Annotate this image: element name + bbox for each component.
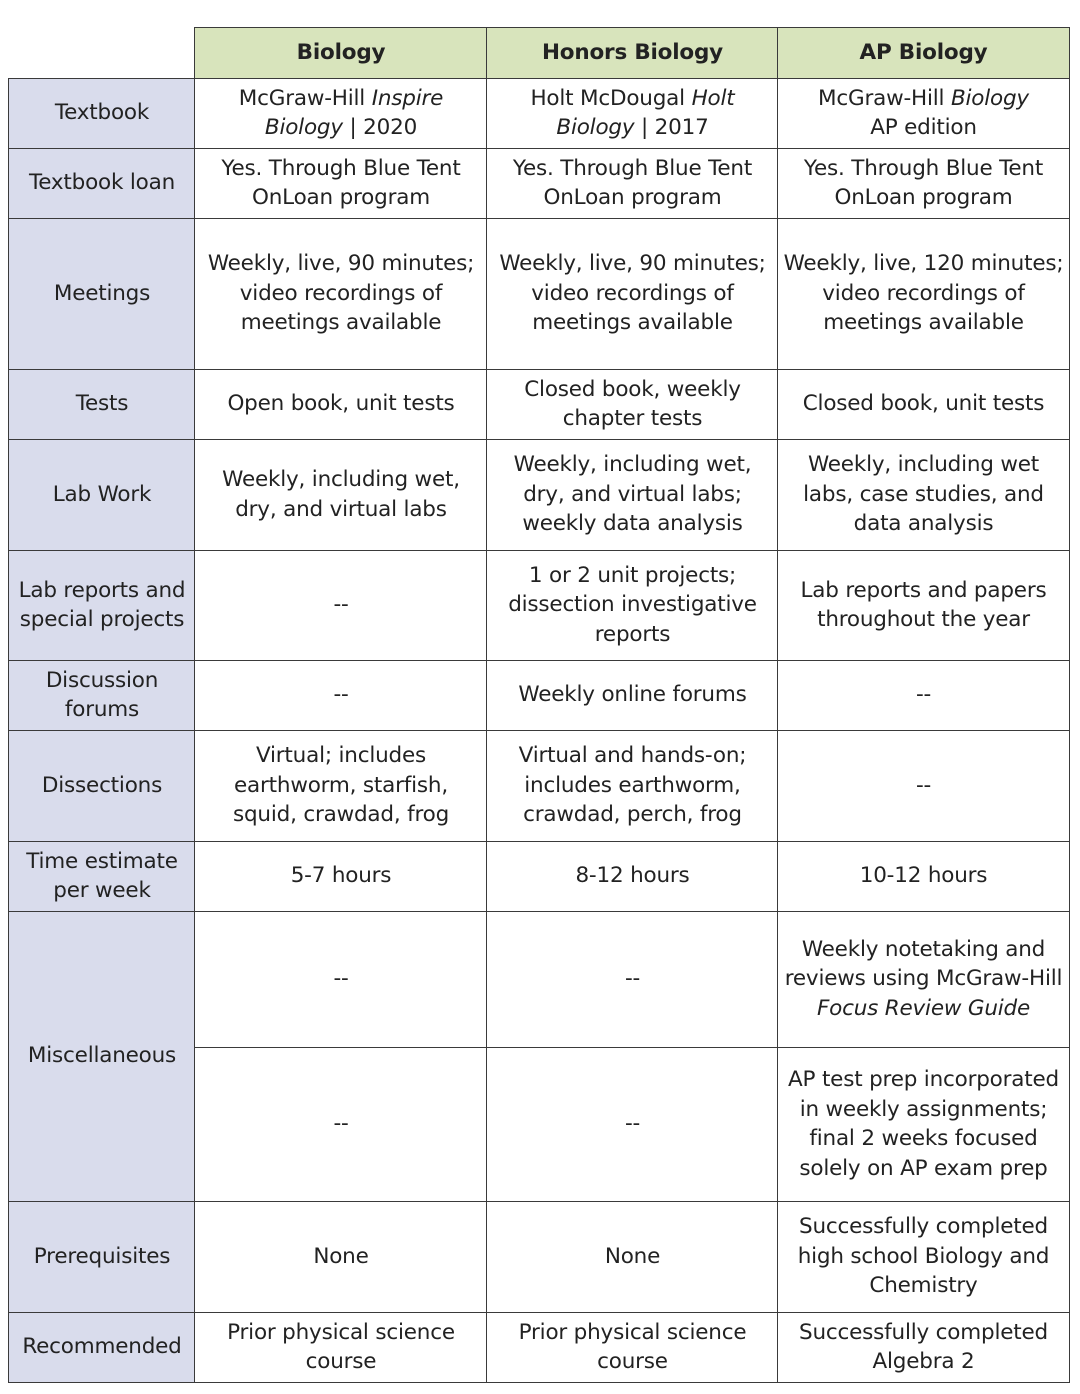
grid-line	[8, 550, 1070, 551]
grid-line	[8, 218, 1070, 219]
row-label-textbook-loan: Textbook loan	[9, 148, 195, 218]
row-label-miscellaneous: Miscellaneous	[9, 911, 195, 1201]
cell-misc2-honors: --	[624, 1111, 641, 1137]
grid-line	[8, 911, 1070, 912]
cell-textbook-honors: Holt McDougal Holt Biology | 2017	[530, 85, 735, 140]
cell-prereq-honors: None	[604, 1243, 661, 1269]
cell-tests-ap: Closed book, unit tests	[802, 391, 1045, 417]
cell-textbook-biology: McGraw-Hill Inspire Biology | 2020	[238, 85, 444, 140]
cell-loan-biology: Yes. Through Blue Tent OnLoan program	[221, 155, 461, 210]
cell-time-biology: 5-7 hours	[290, 863, 392, 889]
cell-recommended-honors: Prior physical science course	[518, 1319, 747, 1374]
grid-line	[195, 1047, 1070, 1048]
row-label-prerequisites: Prerequisites	[9, 1201, 195, 1312]
grid-line	[1069, 27, 1070, 1383]
cell-reports-biology: --	[333, 592, 349, 618]
cell-dissections-ap: --	[915, 772, 932, 798]
grid-line	[8, 369, 1070, 370]
grid-line	[8, 78, 1070, 79]
grid-line	[8, 730, 1070, 731]
grid-line	[194, 27, 195, 1383]
row-label-tests: Tests	[9, 369, 195, 439]
grid-line	[8, 1382, 1070, 1383]
header-ap-biology: AP Biology	[778, 28, 1069, 78]
cell-tests-honors: Closed book, weekly chapter tests	[524, 376, 741, 431]
row-label-discussion-forums: Discussion forums	[9, 660, 195, 730]
row-label-time-estimate: Time estimate per week	[9, 841, 195, 911]
cell-textbook-ap: McGraw-Hill Biology AP edition	[818, 85, 1029, 140]
cell-loan-ap: Yes. Through Blue Tent OnLoan program	[803, 155, 1044, 210]
row-label-lab-reports: Lab reports and special projects	[9, 550, 195, 660]
grid-line	[486, 27, 487, 1383]
cell-meetings-ap: Weekly, live, 120 minutes; video recordings of meetings available	[783, 251, 1064, 336]
cell-recommended-biology: Prior physical science course	[227, 1319, 455, 1374]
cell-lab-biology: Weekly, including wet, dry, and virtual labs	[222, 467, 460, 522]
row-label-textbook: Textbook	[9, 78, 195, 148]
cell-dissections-honors: Virtual and hands-on; includes earthworm, crawdad, perch, frog	[518, 743, 747, 828]
grid-line	[777, 27, 778, 1383]
cell-lab-honors: Weekly, including wet, dry, and virtual labs; weekly data analysis	[513, 452, 752, 537]
cell-meetings-biology: Weekly, live, 90 minutes; video recordings of meetings available	[207, 251, 475, 336]
grid-line	[8, 439, 1070, 440]
row-label-recommended: Recommended	[9, 1312, 195, 1382]
header-biology: Biology	[195, 28, 487, 78]
cell-misc1-biology: --	[333, 966, 349, 992]
cell-time-ap: 10-12 hours	[859, 863, 988, 889]
grid-line	[8, 78, 9, 1383]
row-label-lab-work: Lab Work	[9, 439, 195, 550]
cell-misc2-biology: --	[333, 1111, 349, 1137]
cell-tests-biology: Open book, unit tests	[227, 391, 455, 417]
cell-reports-ap: Lab reports and papers throughout the year	[800, 577, 1047, 632]
cell-time-honors: 8-12 hours	[575, 863, 690, 889]
cell-forums-ap: --	[915, 682, 932, 708]
grid-line	[195, 27, 1070, 28]
cell-forums-biology: --	[333, 682, 349, 708]
row-label-dissections: Dissections	[9, 730, 195, 841]
cell-reports-honors: 1 or 2 unit projects; dissection investigative reports	[508, 562, 757, 647]
cell-misc2-ap: AP test prep incorporated in weekly assignments; final 2 weeks focused solely on AP exam prep	[788, 1067, 1059, 1181]
cell-prereq-ap: Successfully completed high school Biology and Chemistry	[797, 1214, 1050, 1299]
cell-loan-honors: Yes. Through Blue Tent OnLoan program	[512, 155, 753, 210]
grid-line	[8, 148, 1070, 149]
row-label-meetings: Meetings	[9, 218, 195, 369]
grid-line	[8, 1312, 1070, 1313]
cell-misc1-ap: Weekly notetaking and reviews using McGraw-Hill Focus Review Guide	[784, 936, 1063, 1021]
cell-recommended-ap: Successfully completed Algebra 2	[799, 1319, 1048, 1374]
grid-line	[8, 841, 1070, 842]
cell-lab-ap: Weekly, including wet labs, case studies, and data analysis	[803, 452, 1044, 537]
cell-prereq-biology: None	[313, 1243, 369, 1269]
cell-meetings-honors: Weekly, live, 90 minutes; video recordings of meetings available	[499, 251, 766, 336]
cell-misc1-honors: --	[624, 966, 641, 992]
header-honors-biology: Honors Biology	[487, 28, 778, 78]
grid-line	[8, 660, 1070, 661]
grid-line	[8, 1201, 1070, 1202]
cell-forums-honors: Weekly online forums	[518, 682, 747, 708]
cell-dissections-biology: Virtual; includes earthworm, starfish, squid, crawdad, frog	[232, 743, 450, 828]
